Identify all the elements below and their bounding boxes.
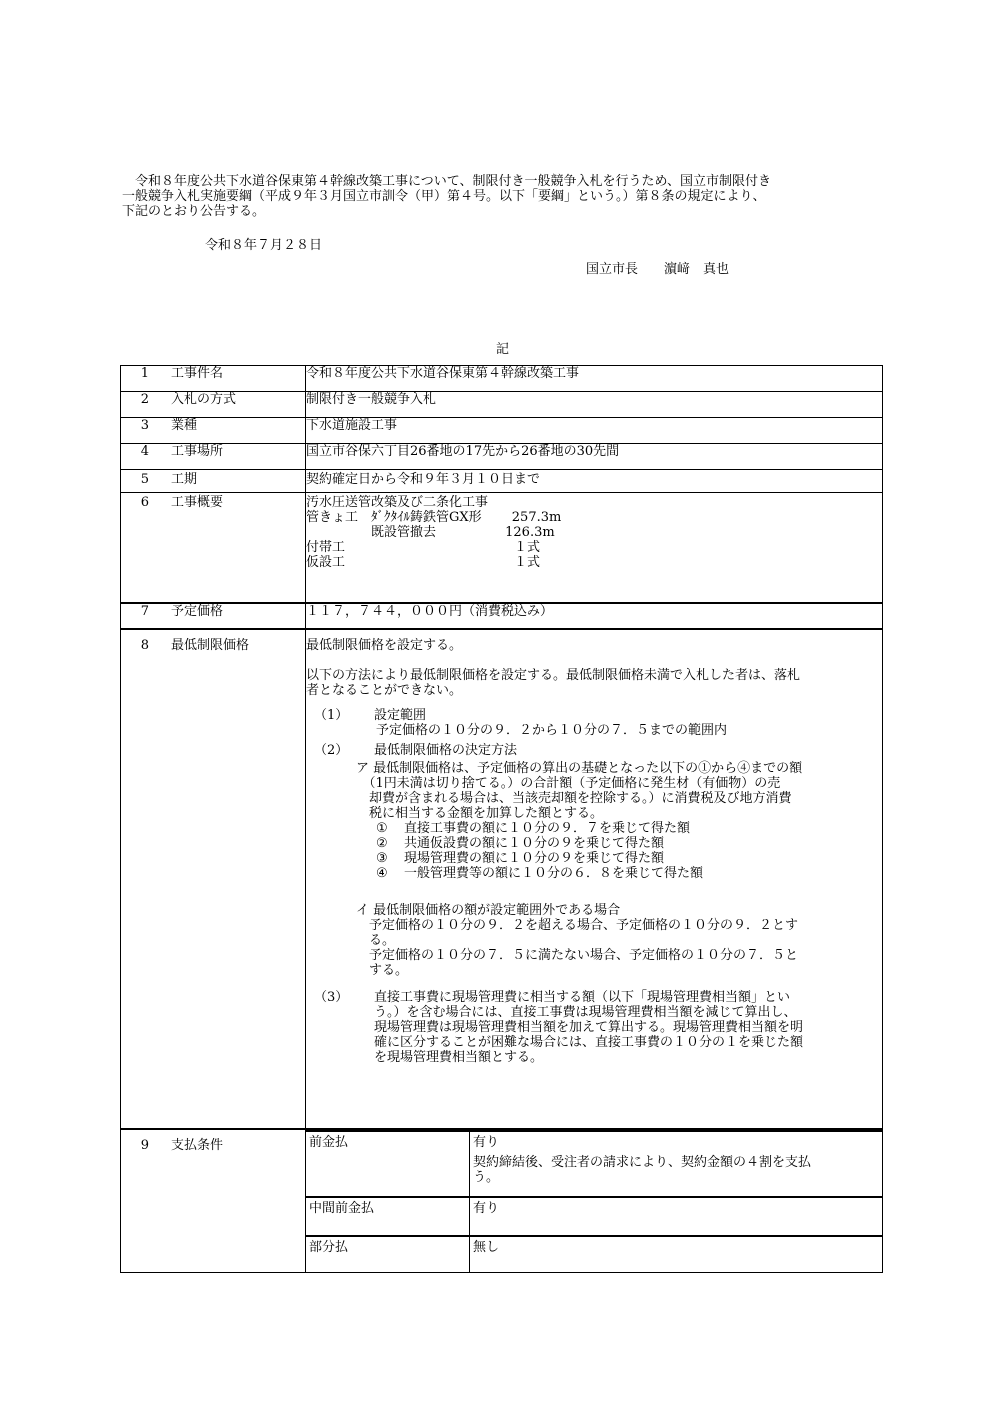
row-label: 3 業種 — [121, 418, 306, 444]
list-item: ① 直接工事費の額に１０分の９．７を乗じて得た額 — [376, 820, 691, 836]
min-price-value — [306, 629, 883, 1129]
overview-line: 仮設工 １式 — [306, 555, 541, 570]
payment-note: 契約締結後、受注者の請求により、契約金額の４割を支払 — [473, 1154, 812, 1170]
table-row — [121, 470, 883, 493]
circle-list — [306, 821, 882, 881]
row-value: 令和８年度公共下水道谷保東第４幹線改築工事 — [306, 366, 883, 392]
row-label: 2 入札の方式 — [121, 392, 306, 418]
row-label: 5 工期 — [121, 470, 306, 493]
overview-line: 管きょ工 ﾀﾞｸﾀｲﾙ鋳鉄管GX形 257.3m — [306, 510, 562, 525]
row-label: 7 予定価格 — [121, 603, 306, 629]
row-label: 9 支払条件 — [121, 1129, 306, 1273]
row-value: 国立市谷保六丁目26番地の17先から26番地の30先間 — [306, 444, 883, 470]
min-price-row — [121, 629, 883, 1129]
payment-value-text: 無し — [470, 1236, 883, 1272]
section-2-title: 最低制限価格の決定方法 — [374, 742, 518, 758]
payment-value — [306, 1129, 883, 1273]
item-i: イ 最低制限価格の額が設定範囲外である場合 予定価格の１０分の９．２を超える場合、予定価格の１０分の９．２とす る。 予定価格の１０分の７．５に満たない場合、予定価格の１０分の７．５と する。 — [356, 902, 799, 978]
list-item: ② 共通仮設費の額に１０分の９を乗じて得た額 — [376, 835, 665, 851]
section-2: （2） 最低制限価格の決定方法 — [306, 743, 882, 758]
intro-line-3: 下記のとおり公告する。 — [122, 204, 266, 219]
payment-row — [121, 1129, 883, 1273]
ki-heading: 記 — [496, 342, 510, 357]
overview-row — [121, 493, 883, 603]
row-label: 1 工事件名 — [121, 366, 306, 392]
table-row — [121, 366, 883, 392]
list-item: ④ 一般管理費等の額に１０分の６．８を乗じて得た額 — [376, 865, 704, 881]
payment-key: 前金払 — [306, 1131, 470, 1197]
payment-table — [306, 1130, 882, 1272]
row-label: 4 工事場所 — [121, 444, 306, 470]
row-label: 8 最低制限価格 — [121, 629, 306, 1129]
intro-line-1: 令和８年度公共下水道谷保東第４幹線改築工事について、制限付き一般競争入札を行うため、国立市制限付き — [135, 174, 771, 189]
row-value: 下水道施設工事 — [306, 418, 883, 444]
row-value: 契約確定日から令和９年３月１０日まで — [306, 470, 883, 493]
payment-value-text: 有り — [470, 1197, 883, 1236]
item-a: ア 最低制限価格は、予定価格の算出の基礎となった以下の①から④までの額 （1円未満は切り捨てる。）の合計額（予定価格に発生材（有価物）の売 却費が含まれる場合は、当該売却額を控除する。）に消費税及び地方消費 税に相当する金額を加算した額とする。 — [356, 760, 803, 821]
overview-line: 付帯工 １式 — [306, 540, 541, 555]
payment-cell — [470, 1131, 883, 1197]
table-row — [121, 418, 883, 444]
row-value: 制限付き一般競争入札 — [306, 392, 883, 418]
section-1-body: 予定価格の１０分の９．２から１０分の７．５までの範囲内 — [376, 722, 728, 738]
payment-value-text: 有り — [473, 1134, 500, 1150]
intro-line-2: 一般競争入札実施要綱（平成９年３月国立市訓令（甲）第４号。以下「要綱」という。）第８条の規定により、 — [122, 189, 766, 204]
min-price-intro-line: 以下の方法により最低制限価格を設定する。最低制限価格未満で入札した者は、落札 — [306, 667, 801, 683]
min-price-intro-line: 者となることができない。 — [306, 682, 463, 698]
payment-note: う。 — [473, 1169, 500, 1185]
list-item: ③ 現場管理費の額に１０分の９を乗じて得た額 — [376, 850, 665, 866]
min-price-setting: 最低制限価格を設定する。 — [306, 637, 463, 653]
payment-key: 部分払 — [306, 1236, 470, 1272]
section-1: （1） 設定範囲 — [306, 708, 882, 723]
intro-paragraph — [122, 174, 882, 219]
signer-name: 濵﨑 真也 — [664, 262, 730, 277]
price-row — [121, 603, 883, 629]
overview-line: 汚水圧送管改築及び二条化工事 — [306, 495, 489, 510]
section-3-body: 直接工事費に現場管理費に相当する額（以下「現場管理費相当額」とい う。）を含む場合には、直接工事費は現場管理費相当額を減じて算出し、 現場管理費は現場管理費相当額を加えて算出する。現場管理費相当額を明 確に区分することが困難な場合には、直接工事費の１０分の１を乗じた額 を現場管理費相当額とする。 — [374, 989, 804, 1065]
notice-date: 令和８年７月２８日 — [205, 238, 323, 253]
payment-item — [306, 1236, 882, 1272]
section-3: （3） 直接工事費に現場管理費に相当する額（以下「現場管理費相当額」とい う。）を含む場合には、直接工事費は現場管理費相当額を減じて算出し、 現場管理費は現場管理費相当額を加えて算出する。現場管理費相当額を明 確に区分することが困難な場合には、直接工事費の１０分の１を乗じた額 を現場管理費相当額とする。 — [306, 990, 882, 1065]
section-1-title: 設定範囲 — [374, 707, 427, 723]
table-row — [121, 444, 883, 470]
row-label: 6 工事概要 — [121, 493, 306, 603]
overview-line: 既設管撤去 126.3m — [306, 525, 555, 540]
payment-item — [306, 1197, 882, 1236]
table-row — [121, 392, 883, 418]
payment-key: 中間前金払 — [306, 1197, 470, 1236]
notice-table — [120, 365, 883, 1273]
signer — [586, 262, 729, 277]
payment-item — [306, 1131, 882, 1197]
signer-title: 国立市長 — [586, 262, 639, 277]
overview-value — [306, 493, 883, 603]
price-value: １１７，７４４，０００円（消費税込み） — [306, 603, 883, 629]
